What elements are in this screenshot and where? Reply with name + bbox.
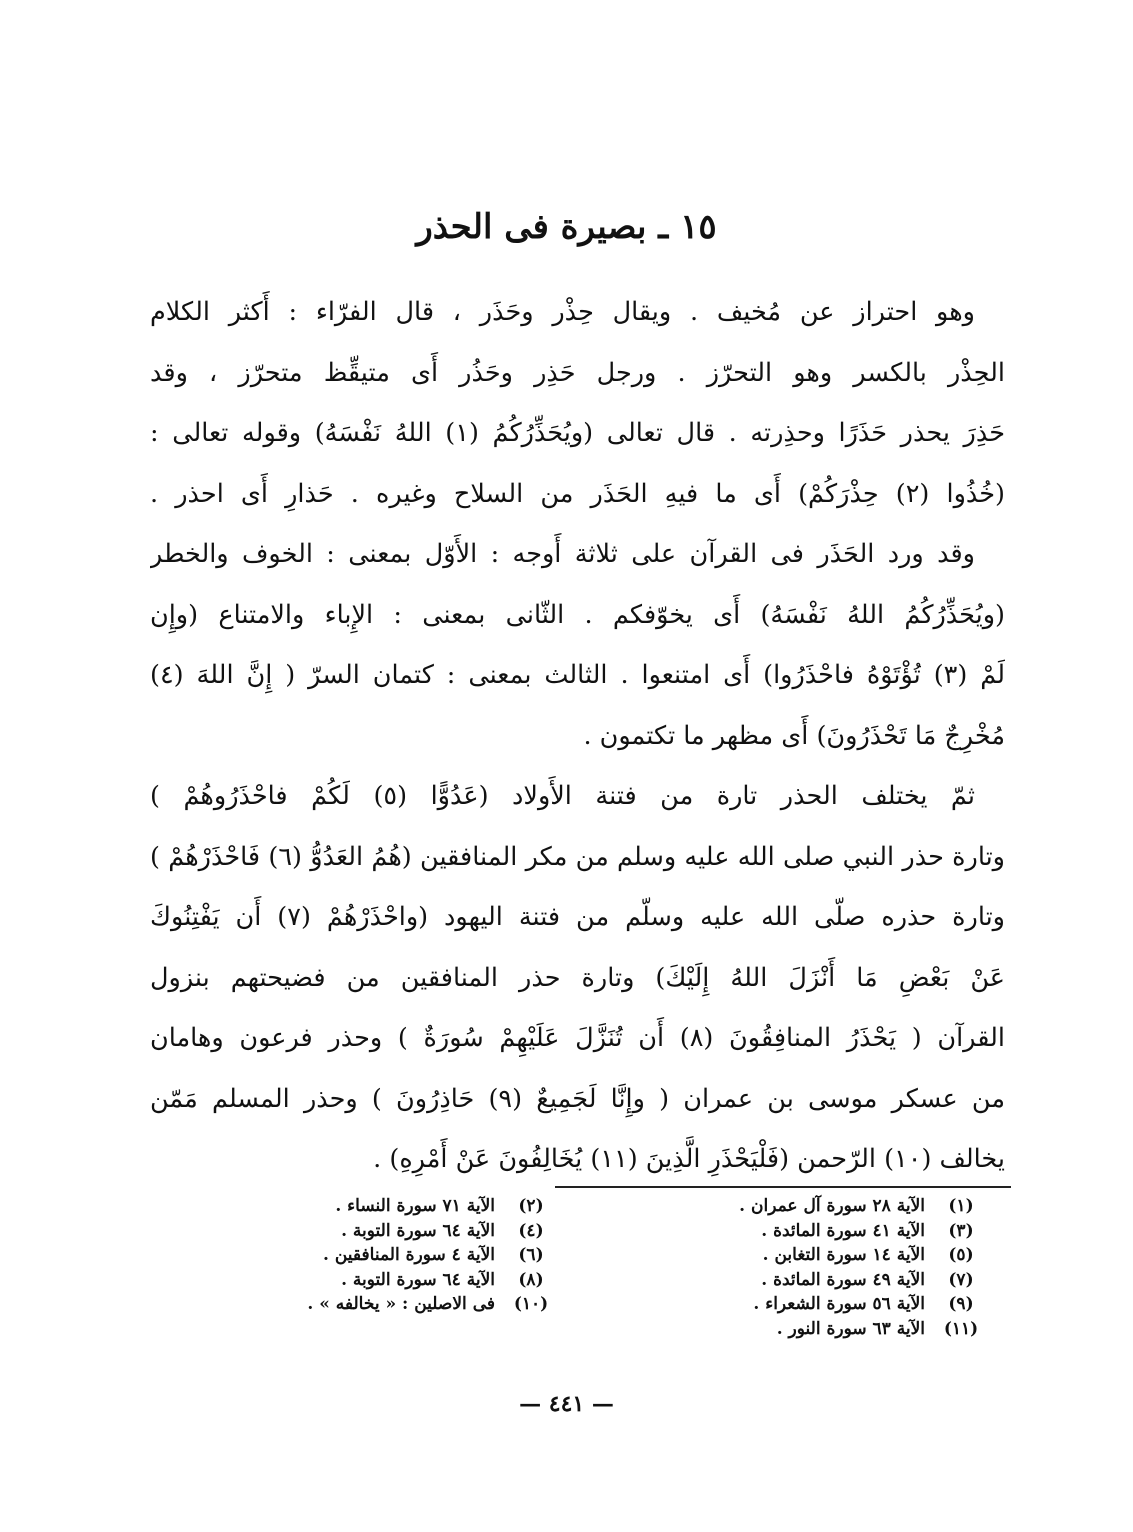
body-line: وتارة حذر النبي صلى الله عليه وسلم من مكر المنافقين (هُمُ العَدُوُّ (٦) فَاحْذَرْهُمْ ) xyxy=(150,841,1005,872)
footnote-text: الآية ٥٦ سورة الشعراء . xyxy=(753,1294,925,1314)
footnote-text: الآية ٤١ سورة المائدة . xyxy=(761,1220,925,1241)
footnote-number: (٧) xyxy=(948,1269,974,1290)
body-line: (ويُحَذِّرُكُمُ اللهُ نَفْسَهُ) أَى يخوّفكم . الثّانى بمعنى : الإِباء والامتناع (وإِن xyxy=(150,599,1005,630)
footnote-text: الآية ١٤ سورة التغابن . xyxy=(762,1245,925,1265)
footnote-number: (٨) xyxy=(518,1269,544,1290)
body-line: ثمّ يختلف الحذر تارة من فتنة الأَولاد (عَدُوًّا (٥) لَكُمْ فاحْذَرُوهُمْ ) xyxy=(150,781,975,811)
body-line: يخالف (١٠) الرّحمن (فَلْيَحْذَرِ الَّذِينَ (١١) يُخَالِفُونَ عَنْ أَمْرِهِ) . xyxy=(373,1144,1005,1174)
footnote xyxy=(243,1194,553,1219)
footnotes-right-column xyxy=(673,1194,983,1341)
footnote-number: (٩) xyxy=(948,1294,974,1314)
footnote-number: (١١) xyxy=(943,1318,979,1339)
footnote xyxy=(243,1243,553,1268)
footnote xyxy=(243,1268,553,1293)
footnote xyxy=(673,1317,983,1342)
footnote-number: (٤) xyxy=(518,1220,544,1241)
body-line: وقد ورد الحَذَر فى القرآن على ثلاثة أَوجه : الأَوّل بمعنى : الخوف والخطر xyxy=(150,539,975,569)
body-line: وتارة حذره صلّى الله عليه وسلّم من فتنة اليهود (واحْذَرْهُمْ (٧) أَن يَفْتِنُوكَ xyxy=(150,902,1005,932)
footnote-number: (٢) xyxy=(518,1196,544,1216)
body-text xyxy=(150,282,1005,1190)
footnote xyxy=(673,1219,983,1244)
footnote xyxy=(673,1292,983,1317)
body-line: وهو احتراز عن مُخيف . ويقال حِذْر وحَذَر ، قال الفرّاء : أَكثر الكلام xyxy=(150,297,975,327)
footnote-text: الآية ٦٣ سورة النور . xyxy=(776,1318,925,1339)
footnote xyxy=(673,1194,983,1219)
footnote xyxy=(243,1292,553,1317)
footnote-number: (٣) xyxy=(948,1220,974,1241)
body-line: من عسكر موسى بن عمران ( وإِنَّا لَجَمِيعٌ (٩) حَاذِرُونَ ) وحذر المسلم مَمّن xyxy=(150,1083,1005,1114)
footnote-text: فى الاصلين : « يخالفه » . xyxy=(307,1294,495,1314)
footnote xyxy=(243,1219,553,1244)
footnote-text: الآية ٦٤ سورة التوبة . xyxy=(341,1220,495,1241)
footnote-number: (٥) xyxy=(948,1245,974,1265)
footnote-text: الآية ٤٩ سورة المائدة . xyxy=(761,1269,925,1290)
body-line: القرآن ( يَحْذَرُ المنافِقُونَ (٨) أَن تُنَزَّلَ عَلَيْهِمْ سُورَةٌ ) وحذر فرعون وهامان xyxy=(150,1023,1005,1053)
body-line: (خُذُوا (٢) حِذْرَكُمْ) أَى ما فيهِ الحَذَر من السلاح وغيره . حَذارِ أَى احذر . xyxy=(150,478,1005,509)
footnote-number: (٦) xyxy=(518,1245,544,1265)
footnote xyxy=(673,1268,983,1293)
footnote-text: الآية ٤ سورة المنافقين . xyxy=(323,1245,495,1265)
footnote-divider xyxy=(555,1186,1011,1188)
footnote-text: الآية ٢٨ سورة آل عمران . xyxy=(739,1196,925,1216)
footnote-number: (١٠) xyxy=(513,1294,549,1314)
footnote-text: الآية ٧١ سورة النساء . xyxy=(335,1196,495,1216)
body-line: حَذِرَ يحذر حَذَرًا وحذِرته . قال تعالى (ويُحَذِّرُكُمُ (١) اللهُ نَفْسَهُ) وقوله تعالى : xyxy=(150,418,1005,448)
footnotes-left-column xyxy=(243,1194,553,1317)
footnote xyxy=(673,1243,983,1268)
section-heading: ١٥ ـ بصيرة فى الحذر xyxy=(416,207,717,247)
footnote-text: الآية ٦٤ سورة التوبة . xyxy=(341,1269,495,1290)
footnote-number: (١) xyxy=(948,1196,974,1216)
body-line: عَنْ بَعْضِ مَا أَنْزَلَ اللهُ إِلَيْكَ) وتارة حذر المنافقين من فضيحتهم بنزول xyxy=(150,962,1005,993)
body-line: مُخْرِجٌ مَا تَحْذَرُونَ) أَى مظهر ما تكتمون . xyxy=(583,720,1005,751)
body-line: الحِذْر بالكسر وهو التحرّز . ورجل حَذِر وحَذُر أَى متيقِّظ متحرّز ، وقد xyxy=(150,357,1005,388)
body-line: لَمْ (٣) تُؤْتَوْهُ فاحْذَرُوا) أَى امتنعوا . الثالث بمعنى : كتمان السرّ ( إِنَّ اللهَ (٤) xyxy=(150,660,1005,690)
page-number: — ٤٤١ — xyxy=(519,1391,614,1417)
